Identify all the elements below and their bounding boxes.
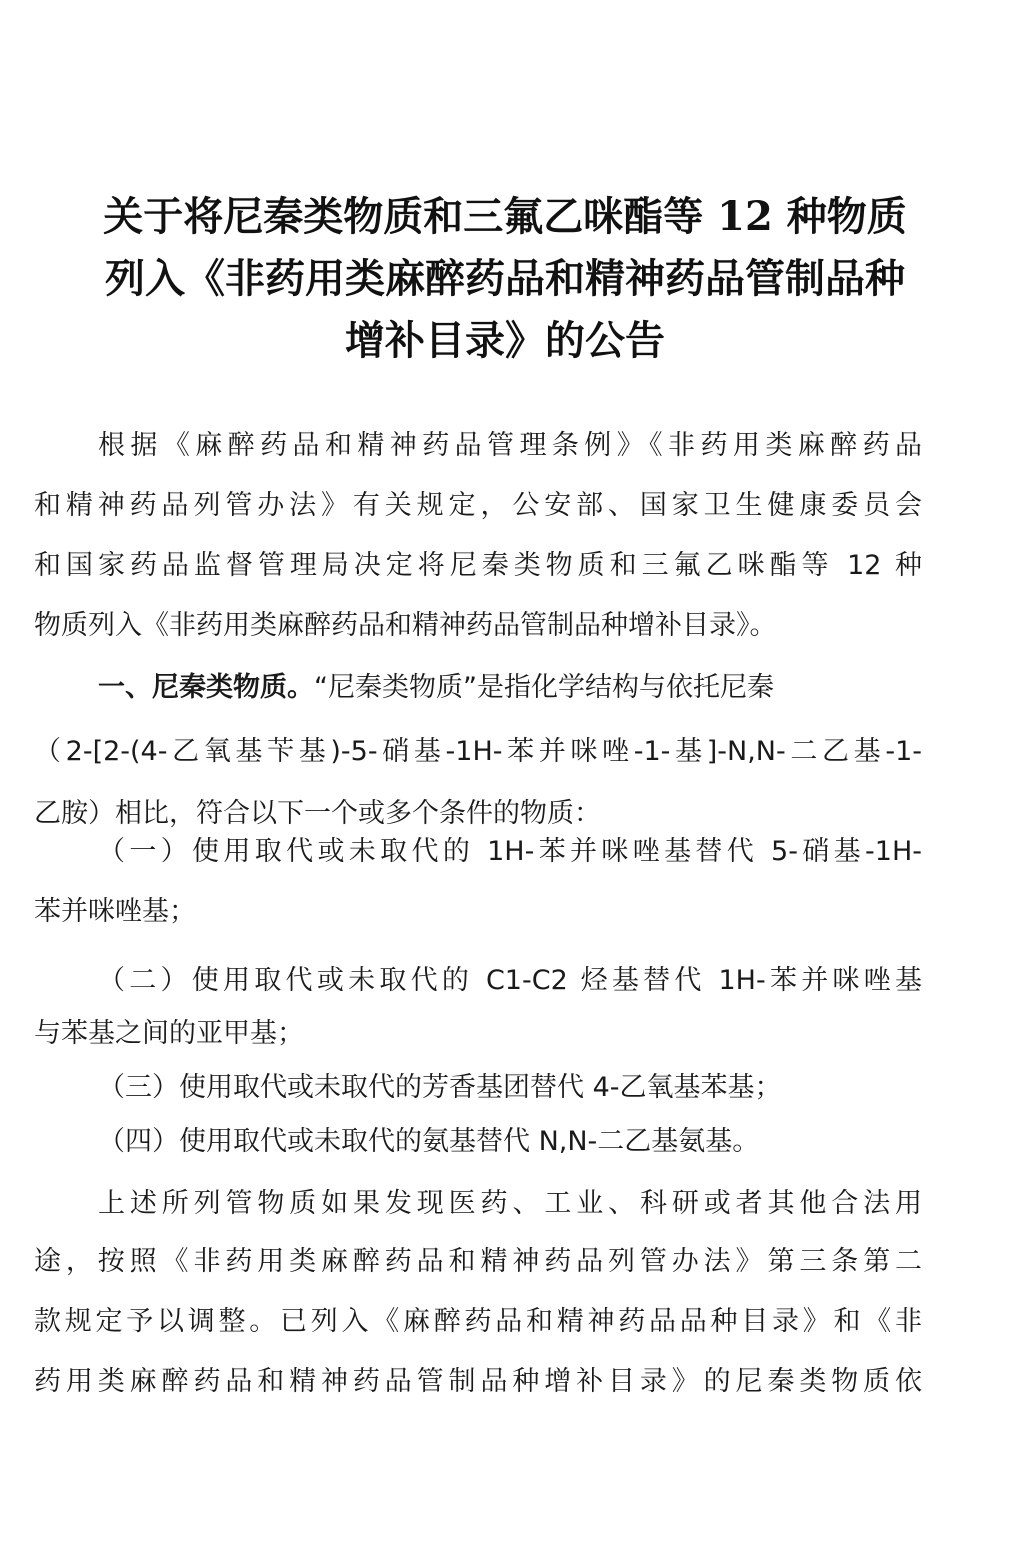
paragraph-line: 物质列入《非药用类麻醉药品和精神药品管制品种增补目录》。 xyxy=(34,610,777,641)
condition-line: （二）使用取代或未取代的 C1-C2 烃基替代 1H-苯并咪唑基 xyxy=(98,965,922,996)
paragraph-line: 乙胺）相比，符合以下一个或多个条件的物质： xyxy=(34,798,601,829)
paragraph-line: 药用类麻醉药品和精神药品管制品种增补目录》的尼秦类物质依 xyxy=(34,1366,922,1397)
section-heading: 一、尼秦类物质。 xyxy=(98,672,314,703)
title-line: 列入《非药用类麻醉药品和精神药品管制品种 xyxy=(105,255,905,302)
title-line: 增补目录》的公告 xyxy=(345,317,665,364)
condition-line: （一）使用取代或未取代的 1H-苯并咪唑基替代 5-硝基-1H- xyxy=(98,836,922,867)
section-line xyxy=(98,672,922,704)
paragraph-line: 和精神药品列管办法》有关规定，公安部、国家卫生健康委员会 xyxy=(34,490,922,521)
title-line: 关于将尼秦类物质和三氟乙咪酯等 12 种物质 xyxy=(103,193,907,240)
condition-line: （四）使用取代或未取代的氨基替代 N,N-二乙基氨基。 xyxy=(98,1126,760,1157)
paragraph-line: （2-[2-(4-乙氧基苄基)-5-硝基-1H-苯并咪唑-1-基]-N,N-二乙基-1- xyxy=(34,736,922,767)
condition-line: 苯并咪唑基； xyxy=(34,896,196,927)
paragraph-line: 途，按照《非药用类麻醉药品和精神药品列管办法》第三条第二 xyxy=(34,1246,922,1277)
document-title xyxy=(0,186,1010,372)
paragraph-line: 和国家药品监督管理局决定将尼秦类物质和三氟乙咪酯等 12 种 xyxy=(34,550,922,581)
paragraph-line: 上述所列管物质如果发现医药、工业、科研或者其他合法用 xyxy=(98,1188,922,1219)
section-text: “尼秦类物质”是指化学结构与依托尼秦 xyxy=(314,672,774,703)
condition-line: 与苯基之间的亚甲基； xyxy=(34,1018,304,1049)
paragraph-line: 根据《麻醉药品和精神药品管理条例》《非药用类麻醉药品 xyxy=(98,430,922,461)
condition-line: （三）使用取代或未取代的芳香基团替代 4-乙氧基苯基； xyxy=(98,1072,782,1103)
paragraph-line: 款规定予以调整。已列入《麻醉药品和精神药品品种目录》和《非 xyxy=(34,1306,922,1337)
